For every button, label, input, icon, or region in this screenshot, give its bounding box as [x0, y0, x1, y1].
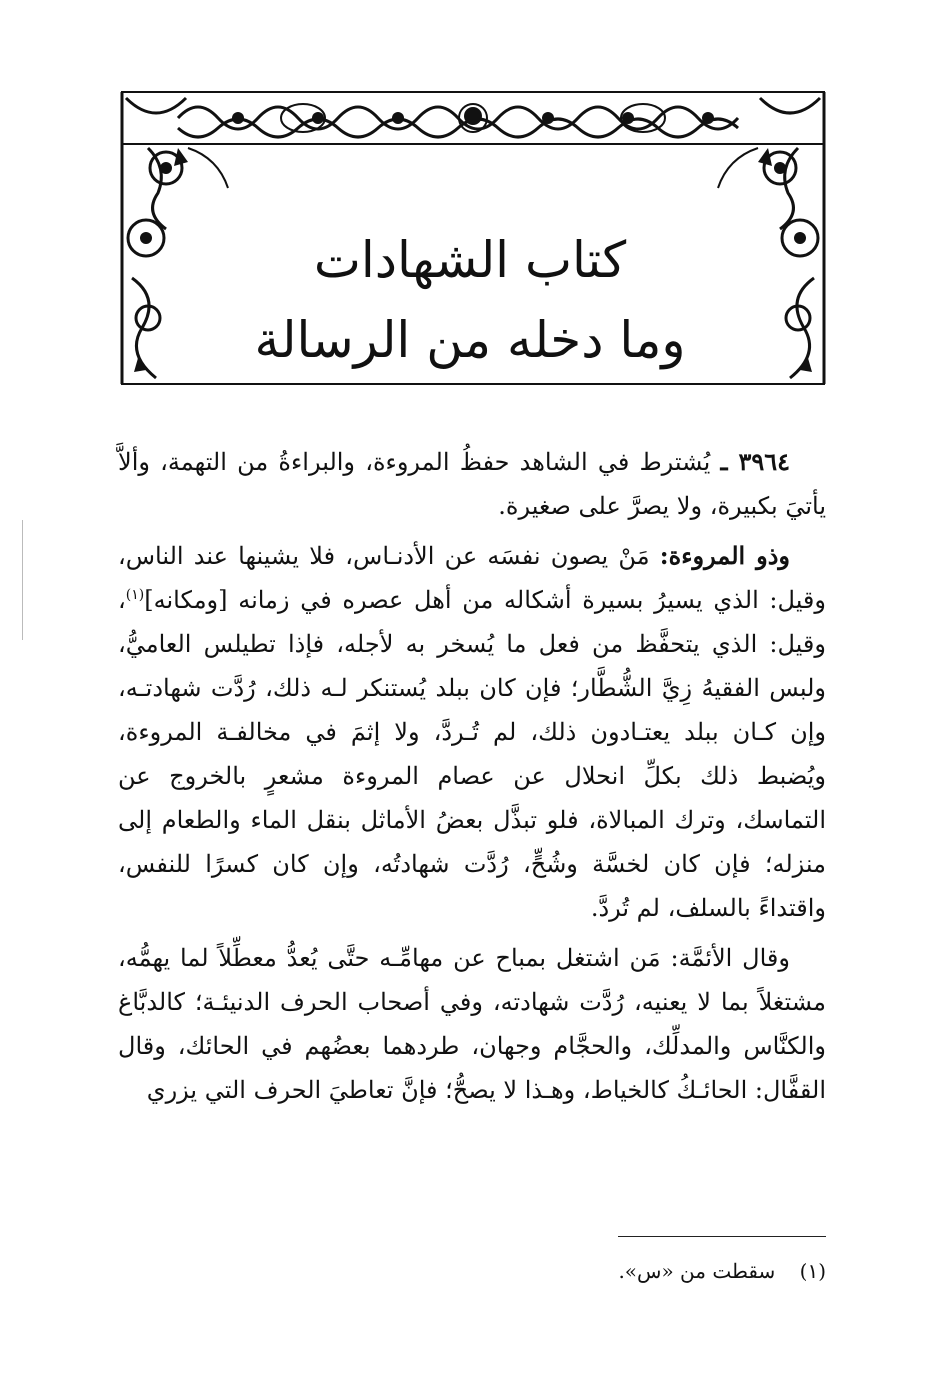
footnote-text: سقطت من «س». [618, 1259, 776, 1283]
paragraph-1 [118, 440, 826, 528]
footnote-divider [618, 1236, 826, 1237]
footnote-reference[interactable]: (١) [125, 587, 145, 603]
chapter-title [200, 220, 740, 380]
paragraph-3-text: وقال الأئمَّة: مَن اشتغل بمباح عن مهامِّـه حتَّى يُعدُّ معطِّلاً لما يهمُّه، مشتغلاً بما لا يعنيه، رُدَّت شهادته، وفي أصحاب الحرف الدنيئـة؛ كالدبَّاغ والكنَّاس والمدلِّك، والحجَّام وجهان، طردهما بعضُهم في الحائك، وقال القفَّال: الحائـكُ كالخياط، وهـذا لا يصحُّ؛ فإنَّ تعاطيَ الحرف التي يزري [118, 944, 826, 1104]
paragraph-2-lead: وذو المروءة: [659, 541, 790, 570]
chapter-title-line-1: كتاب الشهادات [313, 231, 627, 289]
paragraph-2-text-a: مَنْ يصون نفسَه عن الأدنـاس، فلا يشينها عند الناس، وقيل: الذي يسيرُ بسيرة أشكاله من أهل عصره في زمانه [ومكانه] [118, 542, 826, 614]
footnote [420, 1256, 826, 1286]
footnote-number: (١) [799, 1259, 826, 1283]
main-text [118, 440, 826, 1118]
page-edge-line [22, 520, 23, 640]
paragraph-1-number: ٣٩٦٤ ـ [720, 447, 790, 476]
paragraph-2 [118, 534, 826, 930]
chapter-title-line-2: وما دخله من الرسالة [254, 311, 686, 369]
paragraph-3 [118, 936, 826, 1112]
paragraph-1-text: يُشترط في الشاهد حفظُ المروءة، والبراءةُ من التهمة، وألاَّ يأتيَ بكبيرة، ولا يصرَّ على صغيرة. [118, 448, 826, 520]
paragraph-2-text-b: ، وقيل: الذي يتحفَّظ من فعل ما يُسخر به لأجله، فإذا تطيلس العاميُّ، ولبس الفقيهُ زِيَّ الشُّطَّار؛ فإن كان ببلد يُستنكر لـه ذلك، رُدَّت شهادتـه، وإن كـان ببلد يعتـادون ذلك، لم تُـردَّ، ولا إثمَ في مخالفـة المروءة، ويُضبط ذلك بكلِّ انحلال عن عصام المروءة مشعرٍ بالخروج عن التماسك، وترك المبالاة، فلو تبذَّل بعضُ الأماثل بنقل الماء والطعام إلى منزله؛ فإن كان لخسَّة وشُحٍّ، رُدَّت شهادتُه، وإن كان كسرًا للنفس، واقتداءً بالسلف، لم تُردَّ. [118, 586, 827, 922]
